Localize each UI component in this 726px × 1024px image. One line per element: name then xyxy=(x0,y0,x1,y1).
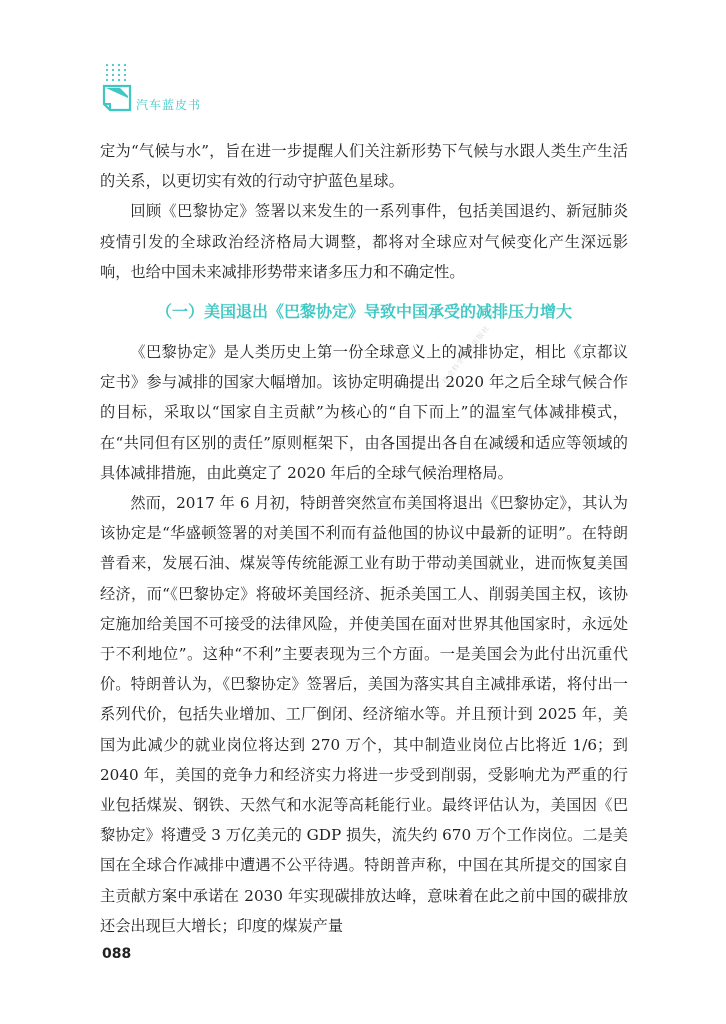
publisher-watermark: 社会科学文献出版社 xyxy=(440,323,492,386)
paragraph: 定为“气候与水”，旨在进一步提醒人们关注新形势下气候与水跟人类生产生活的关系，以更切实有效的行动守护蓝色星球。 xyxy=(100,142,628,191)
running-header xyxy=(102,62,302,122)
paragraph: 然而，2017 年 6 月初，特朗普突然宣布美国将退出《巴黎协定》，其认为该协定是“华盛顿签署的对美国不利而有益他国的协议中最新的证明”。在特朗普看来，发展石油、煤炭等传统能源工业有助于带动美国就业，进而恢复美国经济，而“《巴黎协定》将破坏美国经济、扼杀美国工人、削弱美国主权，该协定施加给美国不可接受的法律风险，并使美国在面对世界其他国家时，永远处于不利地位”。这种“不利”主要表现为三个方面。一是美国会为此付出沉重代价。特朗普认为，《巴黎协定》签署后，美国为落实其自主减排承诺，将付出一系列代价，包括失业增加、工厂倒闭、经济缩水等。并且预计到 2025 年，美国为此减少的就业岗位将达到 270 万个，其中制造业岗位占比将近 1/6；到 2040 年，美国的竞争力和经济实力将进一步受到削弱，受影响尤为严重的行业包括煤炭、钢铁、天然气和水泥等高耗能行业。最终评估认为，美国因《巴黎协定》将遭受 3 万亿美元的 GDP 损失，流失约 670 万个工作岗位。二是美国在全球合作减排中遭遇不公平待遇。特朗普声称，中国在其所提交的国家自主贡献方案中承诺在 2030 年实现碳排放达峰，意味着在此之前中国的碳排放还会出现巨大增长；印度的煤炭产量 xyxy=(100,494,628,935)
page-number: 088 xyxy=(102,946,132,962)
paragraph: 《巴黎协定》是人类历史上第一份全球意义上的减排协定，相比《京都议定书》参与减排的国家大幅增加。该协定明确提出 2020 年之后全球气候合作的目标，采取以“国家自主贡献”为核心的“自下而上”的温室气体减排模式，在“共同但有区别的责任”原则框架下，由各国提出各自在减缓和适应等领域的具体减排措施，由此奠定了 2020 年后的全球气候治理格局。 xyxy=(100,343,628,482)
body-text xyxy=(100,136,628,941)
series-title: 汽车蓝皮书 xyxy=(136,98,202,112)
dot-grid-icon xyxy=(104,62,128,84)
folded-corner-logo-icon xyxy=(102,84,132,112)
paragraph: 回顾《巴黎协定》签署以来发生的一系列事件，包括美国退约、新冠肺炎疫情引发的全球政治经济格局大调整，都将对全球应对气候变化产生深远影响，也给中国未来减排形势带来诸多压力和不确定性。 xyxy=(100,202,628,281)
section-heading: （一）美国退出《巴黎协定》导致中国承受的减排压力增大 xyxy=(155,302,572,322)
